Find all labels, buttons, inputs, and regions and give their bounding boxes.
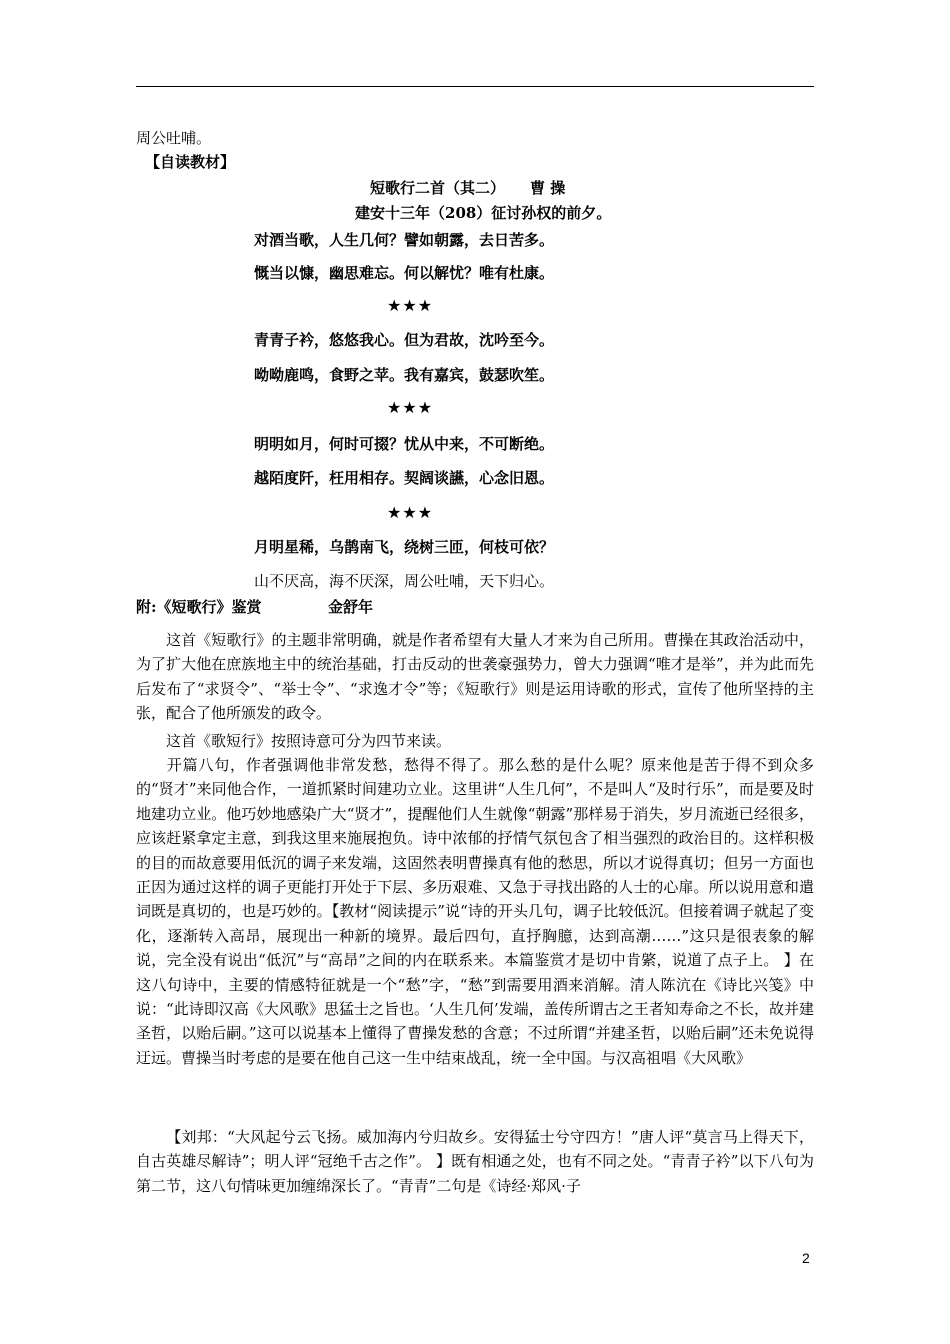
poem-line: 山不厌高，海不厌深，周公吐哺，天下归心。 <box>254 572 555 590</box>
stanza-separator: ★★★ <box>387 503 434 522</box>
poem-author: 曹 操 <box>530 179 566 197</box>
stanza-separator: ★★★ <box>387 296 434 315</box>
paragraph-text: 这首《短歌行》的主题非常明确，就是作者希望有大量人才来为自己所用。曹操在其政治活动中，为了扩大他在庶族地主中的统治基础，打击反动的世袭豪强势力，曾大力强调“唯才是举”，并为此而先后发布了“求贤令”、“举士令”、“求逸才令”等；《短歌行》则是运用诗歌的形式，宣传了他所坚持的主张，配合了他所颁发的政令。 <box>136 631 814 723</box>
poem-line: 月明星稀，乌鹊南飞，绕树三匝，何枝可依？ <box>254 538 555 556</box>
appendix-label: 附:《短歌行》鉴赏 <box>136 598 262 616</box>
poem-note: 建安十三年（208）征讨孙权的前夕。 <box>355 204 612 222</box>
poem-line: 慨当以慷，幽思难忘。何以解忧？唯有杜康。 <box>254 264 555 282</box>
paragraph-text: 这首《歌短行》按照诗意可分为四节来读。 <box>166 732 452 750</box>
appreciation-paragraph <box>136 729 814 753</box>
poem-title: 短歌行二首（其二） <box>370 179 506 197</box>
poem-line: 对酒当歌，人生几何？譬如朝露，去日苦多。 <box>254 231 555 249</box>
poem-line: 明明如月，何时可掇？忧从中来，不可断绝。 <box>254 435 555 453</box>
poem-line: 青青子衿，悠悠我心。但为君故，沈吟至今。 <box>254 331 555 349</box>
paragraph-text: 【刘邦：“大风起兮云飞扬。威加海内兮归故乡。安得猛士兮守四方！”唐人评“莫言马上得天下，自古英雄尽解诗”；明人评“冠绝千古之作”。 】既有相通之处，也有不同之处。“青青子衿”以下八句为第二节，这八句情味更加缠绵深长了。“青青”二句是《诗经·郑风·子 <box>136 1128 814 1195</box>
top-fragment: 周公吐哺。 <box>136 129 212 147</box>
header-rule <box>136 86 814 87</box>
paragraph-text: 开篇八句，作者强调他非常发愁，愁得不得了。那么愁的是什么呢？原来他是苦于得不到众多的“贤才”来同他合作，一道抓紧时间建功立业。这里讲“人生几何”，不是叫人“及时行乐”，而是要及时地建功立业。他巧妙地感染广大“贤才”，提醒他们人生就像“朝露”那样易于消失，岁月流逝已经很多，应该赶紧拿定主意，到我这里来施展抱负。诗中浓郁的抒情气氛包含了相当强烈的政治目的。这样积极的目的而故意要用低沉的调子来发端，这固然表明曹操真有他的愁思，所以才说得真切；但另一方面也正因为通过这样的调子更能打开处于下层、多历艰难、又急于寻找出路的人士的心扉。所以说用意和遣词既是真切的，也是巧妙的。【教材“阅读提示”说“诗的开头几句，调子比较低沉。但接着调子就起了变化，逐渐转入高昂，展现出一种新的境界。最后四句，直抒胸臆，达到高潮……”这只是很表象的解说，完全没有说出“低沉”与“高昂”之间的内在联系来。本篇鉴赏才是切中肯綮，说道了点子上。 】在这八句诗中，主要的情感特征就是一个“愁”字，“愁”到需要用酒来消解。清人陈沆在《诗比兴笺》中说：“此诗即汉高《大风歌》思猛士之旨也。‘人生几何’发端，盖传所谓古之王者知寿命之不长，故并建圣哲，以贻后嗣。”这可以说基本上懂得了曹操发愁的含意；不过所谓“并建圣哲，以贻后嗣”还未免说得迂远。曹操当时考虑的是要在他自己这一生中结束战乱，统一全中国。与汉高祖唱《大风歌》 <box>136 756 814 1067</box>
poem-line: 越陌度阡，枉用相存。契阔谈讌，心念旧恩。 <box>254 469 555 487</box>
appreciation-paragraph <box>136 753 814 1070</box>
poem-line: 呦呦鹿鸣，食野之苹。我有嘉宾，鼓瑟吹笙。 <box>254 366 555 384</box>
self-read-heading: 【自读教材】 <box>145 153 236 171</box>
appreciation-paragraph <box>136 628 814 726</box>
appendix-author: 金舒年 <box>328 598 374 616</box>
stanza-separator: ★★★ <box>387 398 434 417</box>
appreciation-paragraph <box>136 1125 814 1198</box>
page-number: 2 <box>802 1250 810 1266</box>
